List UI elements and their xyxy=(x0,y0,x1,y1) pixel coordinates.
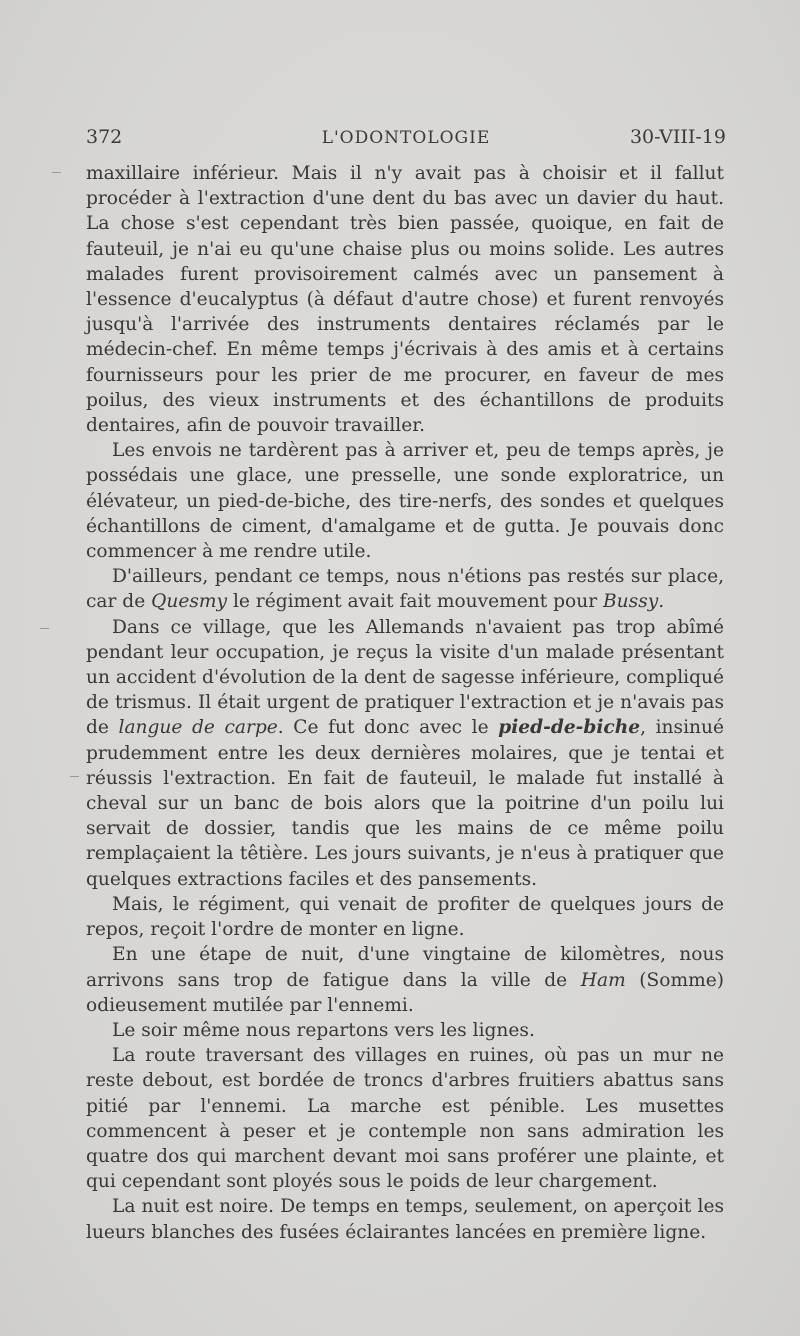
emphasized-text: Ham xyxy=(580,969,626,991)
margin-mark xyxy=(40,628,49,629)
emphasized-text: Bussy xyxy=(603,591,659,613)
paragraph xyxy=(86,438,724,564)
text-run: En une étape de nuit, d'une vingtaine de kilomètres, nous arrivons sans trop de fatigue dans la ville de xyxy=(86,944,724,991)
paragraph xyxy=(86,1043,724,1194)
text-run: . xyxy=(658,591,665,613)
text-run: , insinué prudemment entre les deux dernières molaires, que je tentai et réussis l'extraction. En fait de fauteuil, le malade fut installé à cheval sur un banc de bois alors que la poitrine d'un poilu lui servait de dossier, tandis que les mains de ce même poilu remplaçaient la têtière. Les jours suivants, je n'eus à pratiquer que quelques extractions faciles et des pansements. xyxy=(86,717,724,890)
text-run: (Somme) odieusement mutilée par l'ennemi. xyxy=(86,969,724,1016)
text-run: Dans ce village, que les Allemands n'avaient pas trop abîmé pendant leur occupation, je reçus la visite d'un malade présentant un accident d'évolution de la dent de sagesse inférieure, compliqué de trismus. Il était urgent de pratiquer l'extraction et je n'avais pas de xyxy=(86,616,724,739)
text-run: La route traversant des villages en ruines, où pas un mur ne reste debout, est bordée de troncs d'arbres fruitiers abattus sans pitié par l'ennemi. La marche est pénible. Les musettes commencent à peser et je contemple non sans admiration les quatre dos qui marchent devant moi sans proférer une plainte, et qui cependant sont ployés sous le poids de leur chargement. xyxy=(86,1045,724,1193)
journal-title: L'ODONTOLOGIE xyxy=(321,128,491,148)
paragraph xyxy=(86,1194,724,1244)
emphasized-text: langue de carpe xyxy=(118,717,278,739)
paragraph xyxy=(86,161,724,438)
running-header xyxy=(86,126,726,154)
text-run: D'ailleurs, pendant ce temps, nous n'étions pas restés sur place, car de xyxy=(86,566,724,613)
issue-date: 30-VIII-19 xyxy=(629,126,726,148)
emphasized-text: Quesmy xyxy=(151,591,228,613)
text-run: le régiment avait fait mouvement pour xyxy=(227,591,604,613)
paragraph xyxy=(86,942,724,1018)
emphasized-text: pied-de-biche xyxy=(498,717,641,739)
text-run: Mais, le régiment, qui venait de profiter de quelques jours de repos, reçoit l'ordre de monter en ligne. xyxy=(86,893,724,941)
text-run: Les envois ne tardèrent pas à arriver et, peu de temps après, je possédais une glace, une presselle, une sonde exploratrice, un élévateur, un pied-de-biche, des tire-nerfs, des sondes et quelques échantillons de ciment, d'amalgame et de gutta. Je pouvais donc commencer à me rendre utile. xyxy=(86,440,724,563)
article-body xyxy=(86,161,724,1245)
paragraph xyxy=(86,1018,724,1043)
page-number: 372 xyxy=(86,126,123,148)
paragraph xyxy=(86,892,724,942)
margin-mark xyxy=(70,776,79,777)
text-run: La nuit est noire. De temps en temps, seulement, on aperçoit les lueurs blanches des fusées éclairantes lancées en première ligne. xyxy=(86,1196,724,1243)
text-run: Le soir même nous repartons vers les lignes. xyxy=(112,1019,535,1041)
paragraph xyxy=(86,564,724,614)
text-run: maxillaire inférieur. Mais il n'y avait pas à choisir et il fallut procéder à l'extraction d'une dent du bas avec un davier du haut. La chose s'est cependant très bien passée, quoique, en fait de fauteuil, je n'ai eu qu'une chaise plus ou moins solide. Les autres malades furent provisoirement calmés avec un pansement à l'essence d'eucalyptus (à défaut d'autre chose) et furent renvoyés jusqu'à l'arrivée des instruments dentaires réclamés par le médecin-chef. En même temps j'écrivais à des amis et à certains fournisseurs pour les prier de me procurer, en faveur de mes poilus, des vieux instruments et des échantillons de produits dentaires, afin de pouvoir travailler. xyxy=(86,163,724,437)
margin-mark xyxy=(52,172,61,173)
paragraph xyxy=(86,615,724,892)
text-run: . Ce fut donc avec le xyxy=(277,717,499,739)
